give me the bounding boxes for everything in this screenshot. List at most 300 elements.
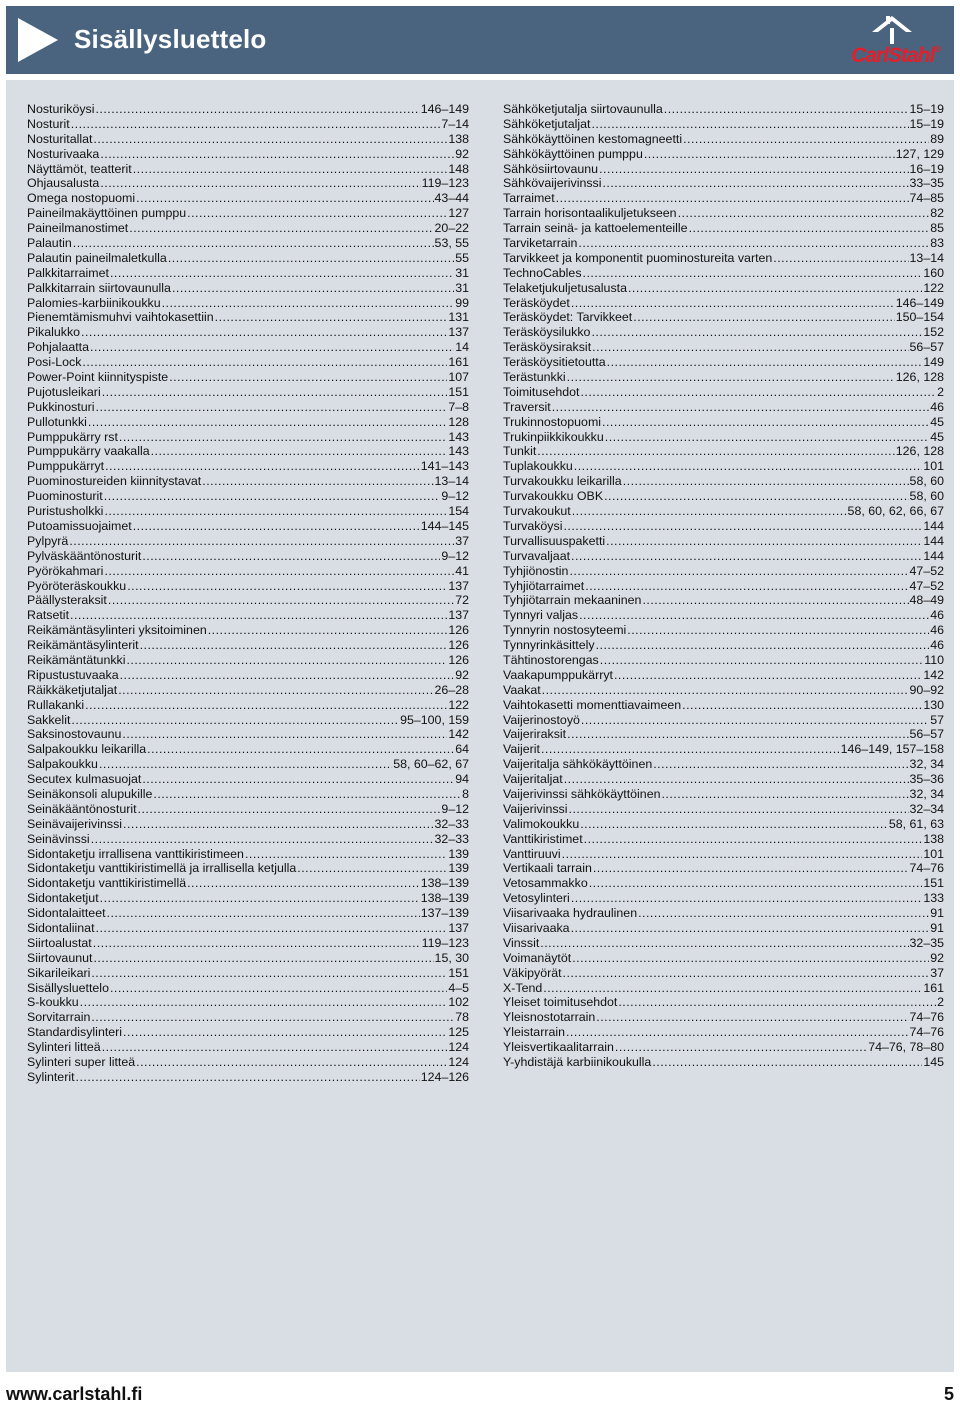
entry-name: Vaijeritaljat bbox=[503, 772, 563, 787]
leader-dots bbox=[99, 757, 392, 772]
leader-dots bbox=[678, 206, 930, 221]
index-entry bbox=[27, 951, 469, 966]
entry-page: 74–76 bbox=[909, 1010, 944, 1025]
entry-name: Nosturitallat bbox=[27, 131, 93, 146]
entry-page: 48–49 bbox=[909, 593, 944, 608]
leader-dots bbox=[689, 221, 930, 236]
leader-dots bbox=[591, 325, 922, 340]
entry-page: 94 bbox=[455, 772, 469, 787]
leader-dots bbox=[652, 1055, 922, 1070]
index-entry bbox=[503, 995, 944, 1010]
index-entry bbox=[503, 698, 944, 713]
index-entry bbox=[503, 876, 944, 891]
leader-dots bbox=[564, 772, 909, 787]
leader-dots bbox=[614, 668, 922, 683]
leader-dots bbox=[593, 861, 909, 876]
entry-page: 149 bbox=[923, 355, 944, 370]
entry-name: Turvavaljaat bbox=[503, 548, 571, 563]
entry-name: Räikkäketjutaljat bbox=[27, 682, 118, 697]
leader-dots bbox=[104, 504, 447, 519]
entry-name: Tyhjiönostin bbox=[503, 563, 569, 578]
index-entry bbox=[27, 459, 469, 474]
entry-name: Viisarivaaka hydraulinen bbox=[503, 906, 638, 921]
entry-page: 91 bbox=[930, 920, 944, 935]
entry-name: Päällysteraksit bbox=[27, 593, 107, 608]
entry-page: 161 bbox=[923, 980, 944, 995]
entry-page: 37 bbox=[455, 533, 469, 548]
entry-name: Turvakoukku leikarilla bbox=[503, 474, 622, 489]
leader-dots bbox=[71, 117, 441, 132]
entry-name: Pumppukärryt bbox=[27, 459, 105, 474]
leader-dots bbox=[91, 966, 447, 981]
entry-page: 139 bbox=[448, 846, 469, 861]
index-entry bbox=[503, 593, 944, 608]
index-entry bbox=[27, 415, 469, 430]
entry-page: 138 bbox=[923, 831, 944, 846]
leader-dots bbox=[543, 981, 922, 996]
page-title: Sisällysluettelo bbox=[74, 24, 267, 54]
leader-dots bbox=[644, 147, 895, 162]
index-entry bbox=[27, 504, 469, 519]
entry-page: 146–149 bbox=[420, 102, 469, 116]
index-entry bbox=[503, 742, 944, 757]
entry-page: 64 bbox=[455, 742, 469, 757]
entry-name: Terästunkki bbox=[503, 370, 566, 385]
index-entry bbox=[27, 668, 469, 683]
index-entry bbox=[27, 385, 469, 400]
entry-name: Sorvitarrain bbox=[27, 1010, 91, 1025]
index-entry bbox=[27, 534, 469, 549]
leader-dots bbox=[556, 191, 909, 206]
index-entry bbox=[27, 847, 469, 862]
entry-page: 90–92 bbox=[909, 682, 944, 697]
index-entry bbox=[27, 653, 469, 668]
entry-page: 58, 60, 62, 66, 67 bbox=[847, 504, 944, 519]
leader-dots bbox=[642, 593, 908, 608]
index-entry bbox=[503, 459, 944, 474]
entry-name: Palomies-karbiinikoukku bbox=[27, 295, 161, 310]
entry-name: Sylinteri litteä bbox=[27, 1040, 101, 1055]
entry-page: 137 bbox=[448, 920, 469, 935]
entry-page: 46 bbox=[930, 399, 944, 414]
index-entry bbox=[27, 623, 469, 638]
entry-page: 89 bbox=[930, 131, 944, 146]
index-entry bbox=[503, 653, 944, 668]
entry-page: 151 bbox=[923, 876, 944, 891]
arrow-icon bbox=[18, 18, 58, 62]
index-entry bbox=[27, 549, 469, 564]
index-entry bbox=[503, 504, 944, 519]
leader-dots bbox=[596, 638, 930, 653]
entry-name: Vanttikiristimet bbox=[503, 831, 583, 846]
leader-dots bbox=[589, 876, 923, 891]
entry-page: 78 bbox=[455, 1010, 469, 1025]
index-entry bbox=[27, 489, 469, 504]
entry-name: Palkkitarrain siirtovaunulla bbox=[27, 280, 171, 295]
leader-dots bbox=[100, 147, 454, 162]
entry-page: 143 bbox=[448, 429, 469, 444]
leader-dots bbox=[563, 519, 922, 534]
entry-page: 146–149 bbox=[895, 295, 944, 310]
index-entry bbox=[503, 847, 944, 862]
index-entry bbox=[503, 668, 944, 683]
index-entry bbox=[27, 683, 469, 698]
index-entry bbox=[503, 415, 944, 430]
entry-page: 55 bbox=[455, 250, 469, 265]
leader-dots bbox=[208, 623, 448, 638]
entry-name: Vaijerinostoyö bbox=[503, 712, 580, 727]
index-entry bbox=[503, 787, 944, 802]
index-entry bbox=[27, 191, 469, 206]
entry-name: Tuplakoukku bbox=[503, 459, 573, 474]
leader-dots bbox=[76, 1070, 420, 1085]
leader-dots bbox=[69, 534, 454, 549]
entry-page: 41 bbox=[455, 563, 469, 578]
entry-page: 53, 55 bbox=[434, 236, 469, 251]
leader-dots bbox=[607, 355, 923, 370]
leader-dots bbox=[572, 951, 929, 966]
entry-name: Tynnyrin nostosyteemi bbox=[503, 623, 627, 638]
index-entry bbox=[27, 727, 469, 742]
leader-dots bbox=[585, 579, 908, 594]
entry-name: Pumppukärry rst bbox=[27, 429, 118, 444]
index-entry bbox=[27, 474, 469, 489]
leader-dots bbox=[70, 608, 447, 623]
entry-name: Sidontaketjut bbox=[27, 891, 99, 906]
entry-name: Sähkökäyttöinen kestomagneetti bbox=[503, 131, 683, 146]
index-entry bbox=[27, 861, 469, 876]
leader-dots bbox=[147, 742, 454, 757]
index-entry bbox=[503, 370, 944, 385]
index-entry bbox=[27, 400, 469, 415]
leader-dots bbox=[90, 340, 454, 355]
entry-name: Vertikaali tarrain bbox=[503, 861, 592, 876]
index-entry bbox=[503, 608, 944, 623]
index-entry bbox=[503, 281, 944, 296]
index-entry bbox=[27, 1010, 469, 1025]
index-column-left bbox=[27, 102, 469, 1085]
index-entry bbox=[503, 191, 944, 206]
leader-dots bbox=[615, 1040, 867, 1055]
entry-page: 4–5 bbox=[448, 980, 469, 995]
entry-page: 119–123 bbox=[421, 935, 469, 950]
entry-name: Vaakat bbox=[503, 682, 541, 697]
index-entry bbox=[27, 995, 469, 1010]
leader-dots bbox=[773, 251, 908, 266]
entry-page: 127, 129 bbox=[895, 146, 944, 161]
index-entry bbox=[503, 310, 944, 325]
index-entry bbox=[503, 236, 944, 251]
entry-page: 152 bbox=[923, 325, 944, 340]
leader-dots bbox=[604, 489, 908, 504]
leader-dots bbox=[102, 385, 448, 400]
entry-name: Siirtovaunut bbox=[27, 950, 93, 965]
leader-dots bbox=[627, 623, 929, 638]
entry-name: S-koukku bbox=[27, 995, 79, 1010]
entry-page: 144–145 bbox=[420, 518, 469, 533]
entry-page: 138–139 bbox=[420, 891, 469, 906]
entry-page: 35–36 bbox=[909, 772, 944, 787]
entry-name: Rullakanki bbox=[27, 697, 85, 712]
index-entry bbox=[503, 296, 944, 311]
index-entry bbox=[27, 296, 469, 311]
index-entry bbox=[27, 832, 469, 847]
entry-page: 143 bbox=[448, 444, 469, 459]
leader-dots bbox=[93, 951, 433, 966]
entry-page: 142 bbox=[923, 667, 944, 682]
leader-dots bbox=[96, 400, 448, 415]
entry-name: X-Tend bbox=[503, 980, 543, 995]
entry-name: Pumppukärry vaakalla bbox=[27, 444, 150, 459]
index-entry bbox=[503, 519, 944, 534]
entry-page: 9–12 bbox=[441, 548, 469, 563]
leader-dots bbox=[537, 444, 894, 459]
entry-name: Saksinostovaunu bbox=[27, 727, 122, 742]
index-entry bbox=[27, 221, 469, 236]
leader-dots bbox=[592, 340, 908, 355]
index-entry bbox=[503, 772, 944, 787]
entry-page: 32–33 bbox=[434, 816, 469, 831]
index-entry bbox=[503, 579, 944, 594]
index-entry bbox=[503, 981, 944, 996]
leader-dots bbox=[123, 817, 433, 832]
leader-dots bbox=[187, 206, 447, 221]
index-entry bbox=[27, 772, 469, 787]
leader-dots bbox=[633, 310, 895, 325]
entry-name: Sidontaliinat bbox=[27, 920, 95, 935]
entry-page: 56–57 bbox=[909, 727, 944, 742]
leader-dots bbox=[133, 162, 448, 177]
entry-name: Vaijerivinssi sähkökäyttöinen bbox=[503, 786, 661, 801]
index-entry bbox=[27, 891, 469, 906]
index-entry bbox=[503, 251, 944, 266]
leader-dots bbox=[605, 430, 929, 445]
entry-name: Nosturit bbox=[27, 116, 70, 131]
leader-dots bbox=[122, 727, 447, 742]
leader-dots bbox=[571, 921, 930, 936]
leader-dots bbox=[596, 1010, 908, 1025]
index-entry bbox=[27, 162, 469, 177]
entry-page: 46 bbox=[930, 623, 944, 638]
index-entry bbox=[27, 310, 469, 325]
entry-name: Puristusholkki bbox=[27, 504, 104, 519]
index-entry bbox=[27, 936, 469, 951]
index-entry bbox=[27, 713, 469, 728]
index-entry bbox=[503, 162, 944, 177]
entry-name: Reikämäntäsylinterit bbox=[27, 638, 139, 653]
entry-name: Pylväskääntönosturit bbox=[27, 548, 142, 563]
entry-name: Tarraimet bbox=[503, 191, 555, 206]
entry-name: Seinäkonsoli alupukille bbox=[27, 786, 153, 801]
leader-dots bbox=[162, 296, 455, 311]
entry-page: 56–57 bbox=[909, 340, 944, 355]
index-entry bbox=[503, 474, 944, 489]
entry-page: 74–85 bbox=[909, 191, 944, 206]
entry-name: Power-Point kiinnityspiste bbox=[27, 370, 169, 385]
index-entry bbox=[27, 906, 469, 921]
index-entry bbox=[27, 370, 469, 385]
entry-page: 95–100, 159 bbox=[400, 712, 469, 727]
index-entry bbox=[503, 1055, 944, 1070]
index-entry bbox=[27, 817, 469, 832]
index-entry bbox=[503, 549, 944, 564]
index-entry bbox=[503, 206, 944, 221]
entry-page: 74–76 bbox=[909, 1025, 944, 1040]
leader-dots bbox=[71, 713, 399, 728]
index-entry bbox=[27, 117, 469, 132]
entry-name: Seinäkääntönosturit bbox=[27, 801, 137, 816]
index-entry bbox=[503, 757, 944, 772]
leader-dots bbox=[169, 370, 447, 385]
index-entry bbox=[27, 251, 469, 266]
leader-dots bbox=[91, 832, 434, 847]
entry-page: 151 bbox=[448, 965, 469, 980]
leader-dots bbox=[628, 281, 922, 296]
entry-page: 32–35 bbox=[909, 935, 944, 950]
entry-page: 148 bbox=[448, 161, 469, 176]
entry-name: Sidontaketju irrallisena vanttikiristimeen bbox=[27, 846, 244, 861]
leader-dots bbox=[153, 787, 461, 802]
leader-dots bbox=[133, 519, 420, 534]
leader-dots bbox=[120, 668, 455, 683]
leader-dots bbox=[591, 117, 908, 132]
entry-page: 151 bbox=[448, 384, 469, 399]
leader-dots bbox=[562, 847, 923, 862]
index-entry bbox=[503, 444, 944, 459]
entry-page: 85 bbox=[930, 221, 944, 236]
index-entry bbox=[503, 132, 944, 147]
leader-dots bbox=[602, 415, 929, 430]
entry-name: Traversit bbox=[503, 399, 551, 414]
index-entry bbox=[503, 623, 944, 638]
leader-dots bbox=[600, 653, 923, 668]
leader-dots bbox=[88, 415, 447, 430]
entry-name: Näyttämöt, teatterit bbox=[27, 161, 132, 176]
entry-page: 7–14 bbox=[441, 116, 469, 131]
entry-name: Sylinterit bbox=[27, 1069, 75, 1084]
entry-page: 160 bbox=[923, 265, 944, 280]
entry-name: Tarviketarrain bbox=[503, 236, 578, 251]
entry-name: Sähkökäyttöinen pumppu bbox=[503, 146, 643, 161]
entry-page: 130 bbox=[923, 697, 944, 712]
entry-page: 45 bbox=[930, 414, 944, 429]
entry-page: 15–19 bbox=[909, 102, 944, 116]
entry-name: Vanttiruuvi bbox=[503, 846, 561, 861]
index-entry bbox=[503, 430, 944, 445]
entry-page: 124 bbox=[448, 1040, 469, 1055]
leader-dots bbox=[172, 281, 454, 296]
entry-name: Tynnyrinkäsittely bbox=[503, 638, 595, 653]
leader-dots bbox=[569, 802, 909, 817]
leader-dots bbox=[653, 757, 908, 772]
index-entry bbox=[27, 132, 469, 147]
entry-name: Sähkösiirtovaunu bbox=[503, 161, 599, 176]
entry-page: 122 bbox=[448, 697, 469, 712]
leader-dots bbox=[91, 1010, 454, 1025]
entry-name: Tunkit bbox=[503, 444, 537, 459]
entry-name: Seinävinssi bbox=[27, 831, 90, 846]
leader-dots bbox=[638, 906, 929, 921]
index-entry bbox=[27, 206, 469, 221]
entry-name: Sähkövaijerivinssi bbox=[503, 176, 602, 191]
leader-dots bbox=[107, 906, 420, 921]
index-entry bbox=[503, 921, 944, 936]
entry-name: Yleisnostotarrain bbox=[503, 1010, 596, 1025]
entry-page: 32, 34 bbox=[909, 786, 944, 801]
leader-dots bbox=[661, 787, 908, 802]
entry-page: 126, 128 bbox=[895, 444, 944, 459]
entry-page: 46 bbox=[930, 638, 944, 653]
leader-dots bbox=[142, 549, 440, 564]
index-entry bbox=[503, 638, 944, 653]
index-entry bbox=[27, 1070, 469, 1085]
index-entry bbox=[27, 102, 469, 117]
index-entry bbox=[503, 861, 944, 876]
entry-page: 33–35 bbox=[909, 176, 944, 191]
entry-name: Sähköketjutaljat bbox=[503, 116, 591, 131]
entry-name: Teräsköysilukko bbox=[503, 325, 591, 340]
entry-page: 45 bbox=[930, 429, 944, 444]
entry-name: Seinävaijerivinssi bbox=[27, 816, 123, 831]
leader-dots bbox=[81, 325, 447, 340]
entry-page: 131 bbox=[448, 310, 469, 325]
index-entry bbox=[27, 593, 469, 608]
leader-dots bbox=[102, 1040, 448, 1055]
entry-page: 99 bbox=[455, 295, 469, 310]
entry-page: 14 bbox=[455, 340, 469, 355]
entry-page: 91 bbox=[930, 906, 944, 921]
logo-wordmark: CarlStahl® bbox=[851, 44, 940, 67]
leader-dots bbox=[118, 683, 433, 698]
footer-url[interactable]: www.carlstahl.fi bbox=[6, 1384, 143, 1404]
entry-name: Posi-Lock bbox=[27, 355, 82, 370]
entry-page: 58, 60 bbox=[909, 474, 944, 489]
leader-dots bbox=[215, 310, 448, 325]
index-entry bbox=[503, 325, 944, 340]
entry-name: Sidontaketju vanttikiristimellä bbox=[27, 876, 187, 891]
leader-dots bbox=[138, 802, 441, 817]
entry-name: Vaakapumppukärryt bbox=[503, 667, 613, 682]
index-entry bbox=[503, 832, 944, 847]
index-entry bbox=[503, 906, 944, 921]
index-entry bbox=[27, 1025, 469, 1040]
entry-page: 46 bbox=[930, 608, 944, 623]
index-entry bbox=[27, 266, 469, 281]
entry-name: Sakkelit bbox=[27, 712, 71, 727]
entry-name: Y-yhdistäjä karbiinikoukulla bbox=[503, 1055, 652, 1069]
entry-name: Nosturivaaka bbox=[27, 146, 100, 161]
entry-page: 16–19 bbox=[909, 161, 944, 176]
entry-name: Vinssit bbox=[503, 935, 540, 950]
leader-dots bbox=[105, 459, 420, 474]
entry-name: Puominosturit bbox=[27, 489, 103, 504]
index-entry bbox=[27, 698, 469, 713]
entry-name: Vaijerivinssi bbox=[503, 801, 568, 816]
leader-dots bbox=[584, 832, 923, 847]
leader-dots bbox=[245, 847, 447, 862]
index-entry bbox=[27, 355, 469, 370]
leader-dots bbox=[80, 995, 448, 1010]
entry-name: Turvakoukut bbox=[503, 504, 571, 519]
entry-name: Standardisylinteri bbox=[27, 1025, 123, 1040]
entry-name: Reikämäntätunkki bbox=[27, 652, 126, 667]
entry-name: Omega nostopuomi bbox=[27, 191, 136, 206]
leader-dots bbox=[104, 489, 441, 504]
index-entry bbox=[503, 355, 944, 370]
leader-dots bbox=[100, 891, 420, 906]
entry-page: 13–14 bbox=[434, 474, 469, 489]
page-number: 5 bbox=[943, 1384, 954, 1404]
